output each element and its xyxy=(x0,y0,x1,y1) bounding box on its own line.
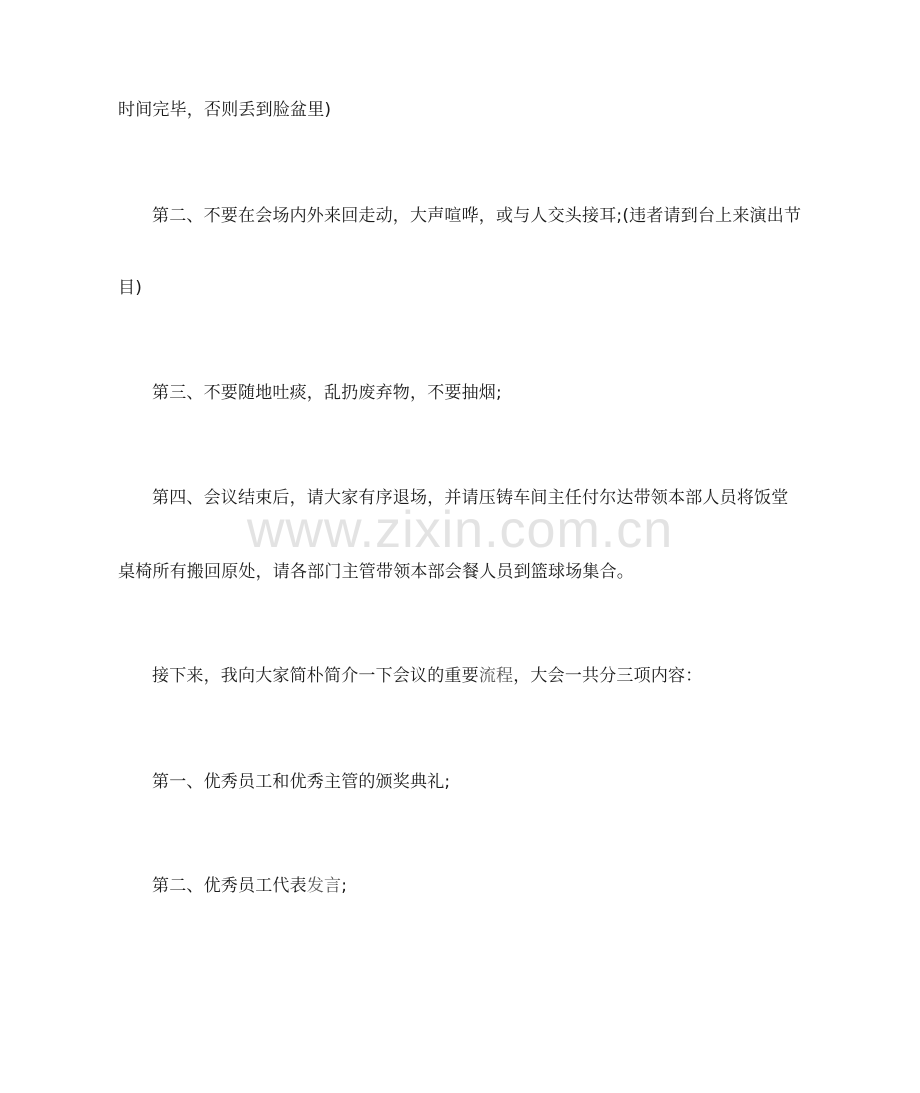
speech-link[interactable]: 发言 xyxy=(306,876,342,896)
paragraph-line: 第四、会议结束后，请大家有序退场，并请压铸车间主任付尔达带领本部人员将饭堂 xyxy=(152,488,789,508)
paragraph-line: 目) xyxy=(118,278,143,298)
paragraph-text: ，大会一共分三项内容： xyxy=(513,666,703,686)
paragraph-line: 时间完毕，否则丢到脸盆里) xyxy=(118,100,332,120)
paragraph-line: 桌椅所有搬回原处，请各部门主管带领本部会餐人员到篮球场集合。 xyxy=(118,562,634,582)
paragraph-line: 第二、不要在会场内外来回走动，大声喧哗，或与人交头接耳;(违者请到台上来演出节 xyxy=(152,206,802,226)
paragraph-line xyxy=(152,875,347,897)
paragraph-text: 第二、优秀员工代表 xyxy=(152,876,307,896)
paragraph-line: 第一、优秀员工和优秀主管的颁奖典礼; xyxy=(152,772,451,792)
paragraph-text: 接下来，我向大家简朴简介一下会议的重要 xyxy=(152,666,479,686)
paragraph-line xyxy=(152,665,702,687)
watermark: www.zixin.com.cn xyxy=(246,501,674,559)
paragraph-text: ; xyxy=(341,876,348,896)
process-link[interactable]: 流程 xyxy=(478,666,514,686)
paragraph-line: 第三、不要随地吐痰，乱扔废弃物，不要抽烟; xyxy=(152,383,502,403)
